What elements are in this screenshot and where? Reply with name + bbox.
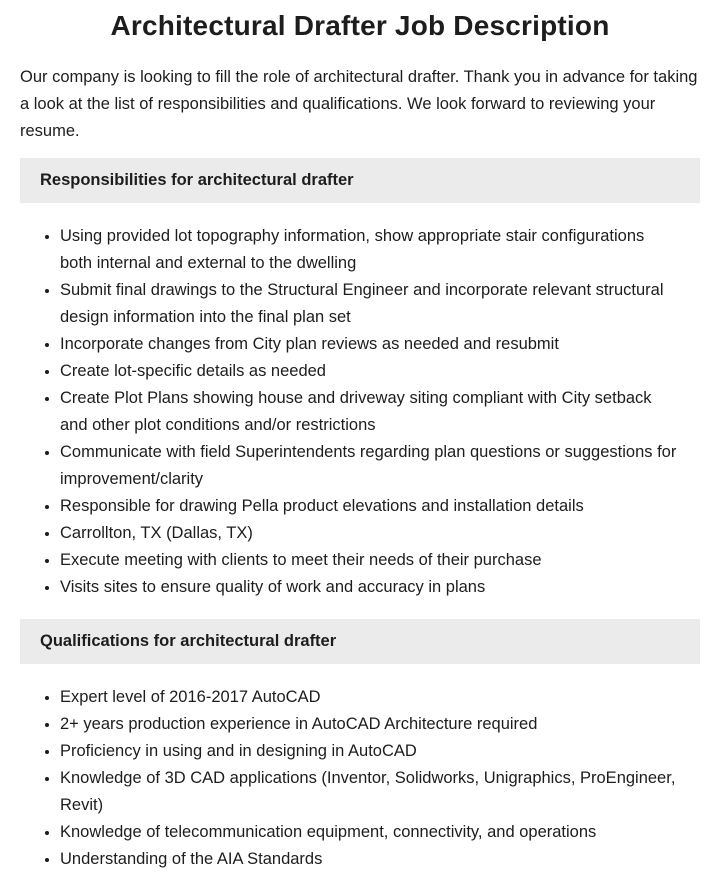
list-item: • Knowledge of 3D CAD applications (Inventor, Solidworks, Unigraphics, ProEngineer, Revit) — [60, 765, 680, 819]
list-item: • 2+ years production experience in AutoCAD Architecture required — [60, 711, 680, 738]
list-item: • Carrollton, TX (Dallas, TX) — [60, 520, 680, 547]
qualifications-list — [20, 684, 700, 873]
list-item: • Knowledge of telecommunication equipment, connectivity, and operations — [60, 819, 680, 846]
list-item: • Create Plot Plans showing house and driveway siting compliant with City setback and other plot conditions and/or restrictions — [60, 385, 680, 439]
list-item: • Create lot-specific details as needed — [60, 358, 680, 385]
section-responsibilities — [20, 158, 700, 601]
responsibilities-list — [20, 223, 700, 601]
list-item: • Proficiency in using and in designing in AutoCAD — [60, 738, 680, 765]
list-item: • Communicate with field Superintendents regarding plan questions or suggestions for improvement/clarity — [60, 439, 680, 493]
qualifications-section-heading: Qualifications for architectural drafter — [20, 619, 700, 664]
list-item: • Responsible for drawing Pella product elevations and installation details — [60, 493, 680, 520]
list-item: • Execute meeting with clients to meet their needs of their purchase — [60, 547, 680, 574]
list-item: • Understanding of the AIA Standards — [60, 846, 680, 873]
list-item: • Using provided lot topography information, show appropriate stair configurations both internal and external to the dwelling — [60, 223, 680, 277]
list-item: • Visits sites to ensure quality of work and accuracy in plans — [60, 574, 680, 601]
section-qualifications — [20, 619, 700, 873]
list-item: • Expert level of 2016-2017 AutoCAD — [60, 684, 680, 711]
intro-paragraph: Our company is looking to fill the role of architectural drafter. Thank you in advance for taking a look at the list of responsibilities and qualifications. We look forward to reviewing your resume. — [20, 68, 698, 140]
list-item: • Incorporate changes from City plan reviews as needed and resubmit — [60, 331, 680, 358]
page-title: Architectural Drafter Job Description — [110, 10, 610, 41]
list-item: • Submit final drawings to the Structural Engineer and incorporate relevant structural design information into the final plan set — [60, 277, 680, 331]
responsibilities-section-heading: Responsibilities for architectural drafter — [20, 158, 700, 203]
